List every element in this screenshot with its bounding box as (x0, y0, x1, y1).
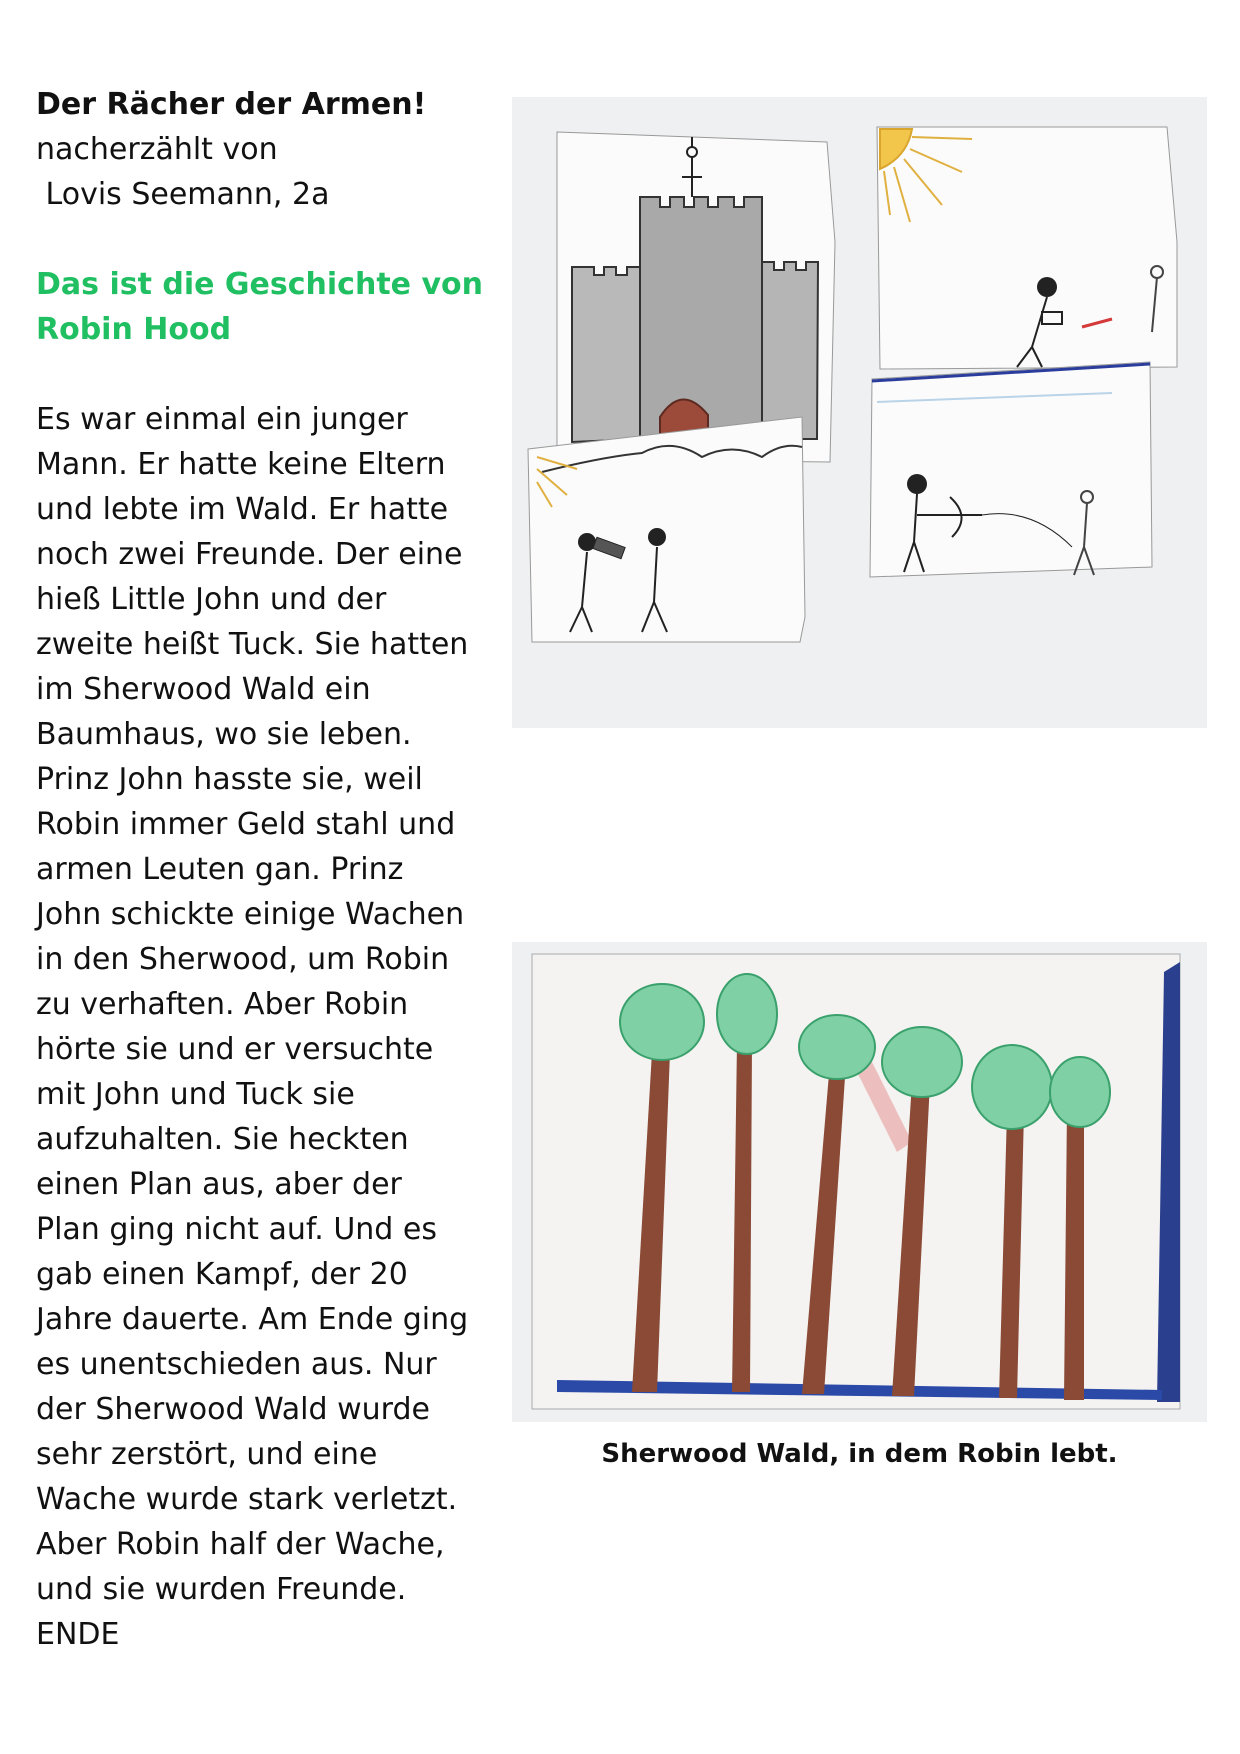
story-line: noch zwei Freunde. Der eine (36, 537, 463, 572)
story-line: Wache wurde stark verletzt. (36, 1482, 458, 1517)
story-line: Jahre dauerte. Am Ende ging (36, 1302, 469, 1337)
story-line: im Sherwood Wald ein (36, 672, 371, 707)
spacer (36, 217, 496, 262)
article-text (36, 82, 496, 1657)
story-line: Plan ging nicht auf. Und es (36, 1212, 437, 1247)
author-line: Lovis Seemann, 2a (36, 177, 330, 212)
story-line: armen Leuten gan. Prinz (36, 852, 404, 887)
story-line: Baumhaus, wo sie leben. (36, 717, 412, 752)
byline: nacherzählt von (36, 132, 278, 167)
forest-caption: Sherwood Wald, in dem Robin lebt. (601, 1439, 1118, 1469)
story-line: es unentschieden aus. Nur (36, 1347, 437, 1382)
story-line: aufzuhalten. Sie heckten (36, 1122, 409, 1157)
story-line: gab einen Kampf, der 20 (36, 1257, 408, 1292)
story-line: zweite heißt Tuck. Sie hatten (36, 627, 469, 662)
article-title: Der Rächer der Armen! (36, 87, 427, 122)
subtitle-line-1: Das ist die Geschichte von (36, 267, 483, 302)
story-body (36, 397, 496, 1657)
story-line: zu verhaften. Aber Robin (36, 987, 409, 1022)
story-line: Es war einmal ein junger (36, 402, 408, 437)
story-line: Aber Robin half der Wache, (36, 1527, 445, 1562)
drawings-photo (512, 97, 1207, 728)
friends-drawing (528, 417, 805, 642)
subtitle-line-2: Robin Hood (36, 312, 232, 347)
story-line: einen Plan aus, aber der (36, 1167, 402, 1202)
story-line: Robin immer Geld stahl und (36, 807, 456, 842)
story-line: Mann. Er hatte keine Eltern (36, 447, 446, 482)
forest-photo (512, 942, 1207, 1422)
story-line: John schickte einige Wachen (36, 897, 465, 932)
story-line: hieß Little John und der (36, 582, 387, 617)
story-line: und lebte im Wald. Er hatte (36, 492, 449, 527)
story-line: mit John und Tuck sie (36, 1077, 355, 1112)
story-line: Prinz John hasste sie, weil (36, 762, 423, 797)
castle-drawing (557, 132, 835, 462)
story-line: und sie wurden Freunde. (36, 1572, 407, 1607)
story-line: sehr zerstört, und eine (36, 1437, 378, 1472)
spacer (36, 352, 496, 397)
sun-drawing (877, 127, 1177, 369)
story-line: hörte sie und er versuchte (36, 1032, 434, 1067)
archer-drawing (870, 362, 1152, 577)
story-line: in den Sherwood, um Robin (36, 942, 450, 977)
story-line: ENDE (36, 1617, 120, 1652)
story-line: der Sherwood Wald wurde (36, 1392, 430, 1427)
